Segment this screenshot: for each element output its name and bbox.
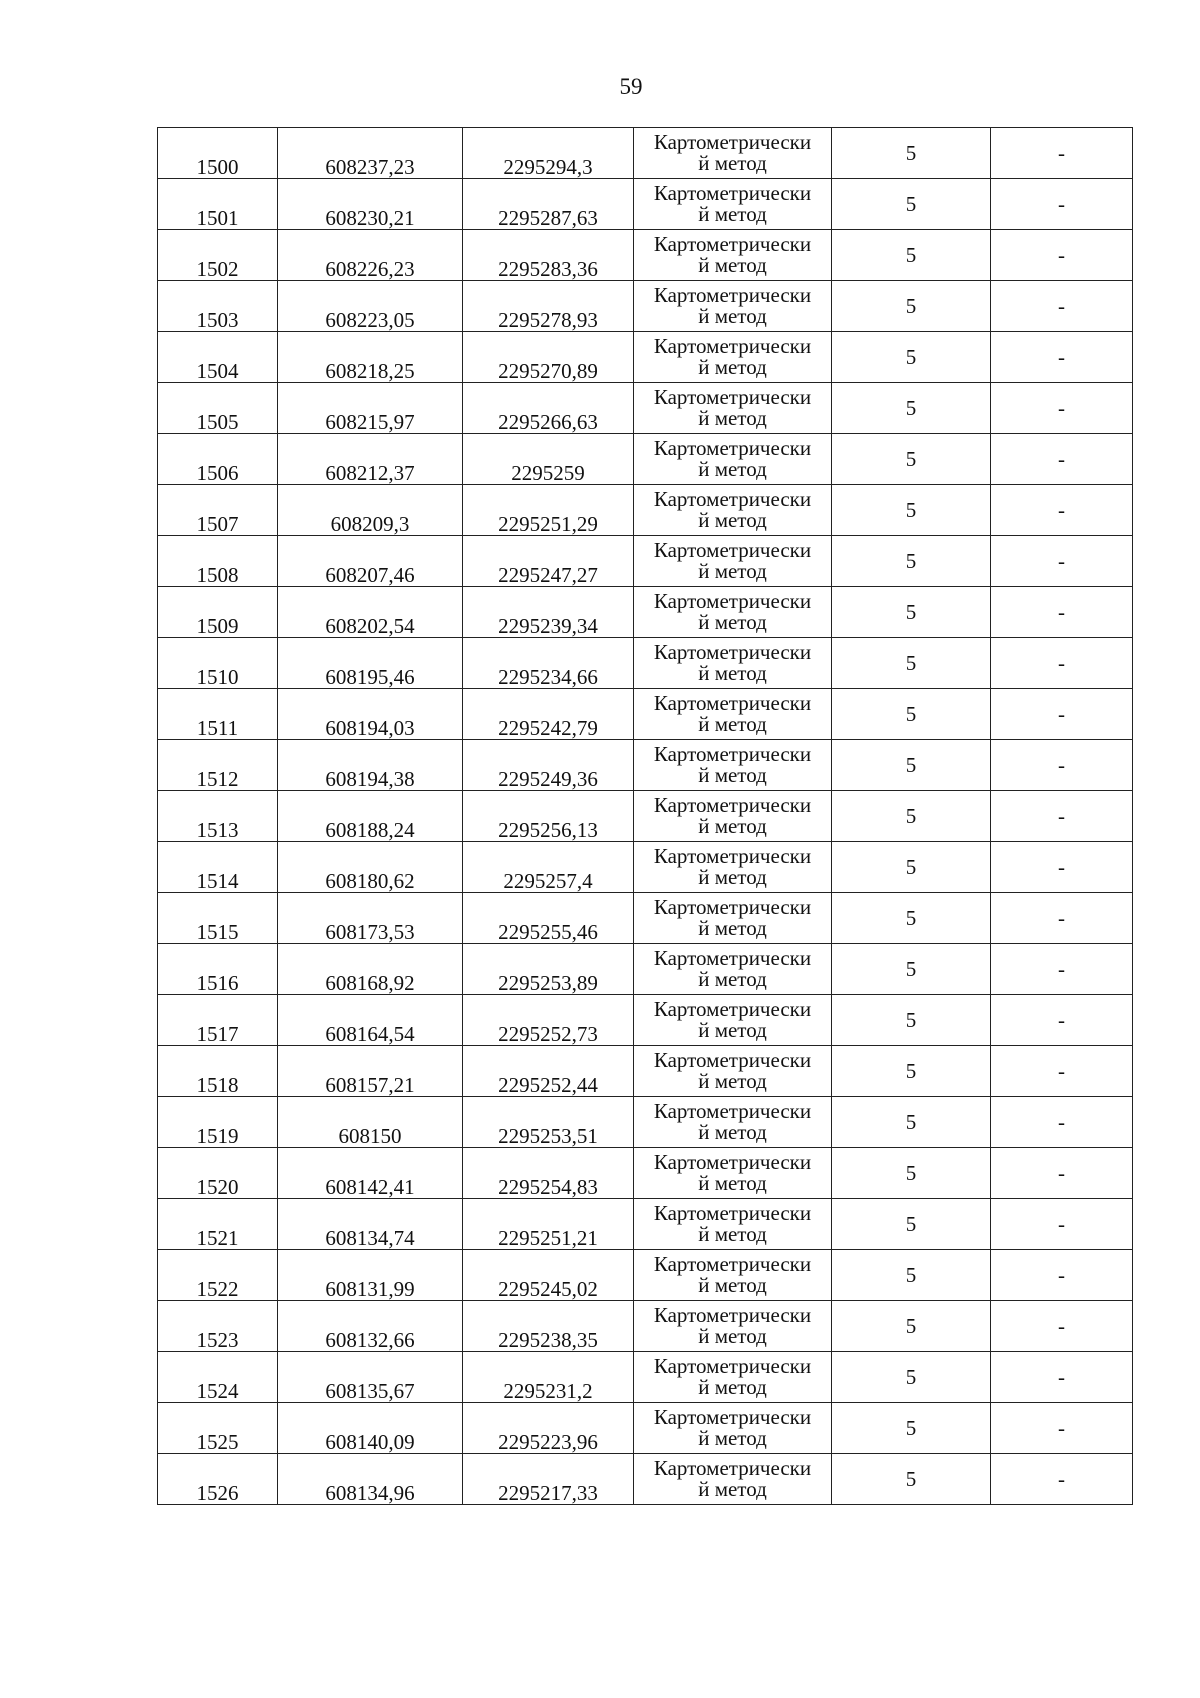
- method-text-line: й метод: [698, 355, 767, 379]
- method-cell: [634, 179, 832, 230]
- method-text-line: й метод: [698, 304, 767, 328]
- method-cell: [634, 332, 832, 383]
- note-cell: -: [991, 332, 1133, 383]
- y-coordinate-cell: 2295231,2: [463, 1352, 634, 1403]
- method-text-line: Картометрически: [653, 844, 812, 868]
- note-cell: -: [991, 587, 1133, 638]
- method-text-line: Картометрически: [653, 1099, 812, 1123]
- accuracy-cell: 5: [832, 1148, 991, 1199]
- page-number: 59: [619, 74, 643, 99]
- table-row: [158, 1046, 1133, 1097]
- accuracy-cell: 5: [832, 536, 991, 587]
- accuracy-cell: 5: [832, 434, 991, 485]
- accuracy-cell: 5: [832, 281, 991, 332]
- accuracy-cell: 5: [832, 383, 991, 434]
- x-coordinate-cell: 608180,62: [278, 842, 463, 893]
- method-cell: [634, 1148, 832, 1199]
- point-number-cell: 1522: [158, 1250, 278, 1301]
- table-row: [158, 1301, 1133, 1352]
- x-coordinate-cell: 608157,21: [278, 1046, 463, 1097]
- point-number-cell: 1526: [158, 1454, 278, 1505]
- point-number-cell: 1517: [158, 995, 278, 1046]
- accuracy-cell: 5: [832, 230, 991, 281]
- method-text-line: й метод: [698, 406, 767, 430]
- note-cell: -: [991, 944, 1133, 995]
- table-row: [158, 1403, 1133, 1454]
- accuracy-cell: 5: [832, 179, 991, 230]
- table-row: [158, 485, 1133, 536]
- note-cell: -: [991, 1199, 1133, 1250]
- point-number-cell: 1516: [158, 944, 278, 995]
- note-cell: -: [991, 485, 1133, 536]
- x-coordinate-cell: 608212,37: [278, 434, 463, 485]
- method-cell: [634, 230, 832, 281]
- method-text-line: Картометрически: [653, 946, 812, 970]
- note-cell: -: [991, 230, 1133, 281]
- method-text-line: й метод: [698, 1477, 767, 1501]
- method-cell: [634, 1046, 832, 1097]
- y-coordinate-cell: 2295223,96: [463, 1403, 634, 1454]
- note-cell: -: [991, 281, 1133, 332]
- method-text-line: Картометрически: [653, 1048, 812, 1072]
- method-text-line: Картометрически: [653, 1150, 812, 1174]
- table-row: [158, 587, 1133, 638]
- method-text-line: Картометрически: [653, 640, 812, 664]
- accuracy-cell: 5: [832, 1046, 991, 1097]
- method-text-line: Картометрически: [653, 1252, 812, 1276]
- method-text-line: й метод: [698, 1069, 767, 1093]
- point-number-cell: 1510: [158, 638, 278, 689]
- note-cell: -: [991, 383, 1133, 434]
- point-number-cell: 1523: [158, 1301, 278, 1352]
- method-text-line: й метод: [698, 814, 767, 838]
- method-cell: [634, 791, 832, 842]
- x-coordinate-cell: 608195,46: [278, 638, 463, 689]
- y-coordinate-cell: 2295234,66: [463, 638, 634, 689]
- accuracy-cell: 5: [832, 332, 991, 383]
- method-cell: [634, 1199, 832, 1250]
- method-text-line: й метод: [698, 865, 767, 889]
- method-text-line: й метод: [698, 202, 767, 226]
- point-number-cell: 1507: [158, 485, 278, 536]
- table-row: [158, 332, 1133, 383]
- point-number-cell: 1505: [158, 383, 278, 434]
- x-coordinate-cell: 608215,97: [278, 383, 463, 434]
- method-cell: [634, 1097, 832, 1148]
- method-cell: [634, 485, 832, 536]
- table-row: [158, 893, 1133, 944]
- method-cell: [634, 740, 832, 791]
- note-cell: -: [991, 1403, 1133, 1454]
- method-text-line: й метод: [698, 1375, 767, 1399]
- method-text-line: Картометрически: [653, 130, 812, 154]
- x-coordinate-cell: 608168,92: [278, 944, 463, 995]
- note-cell: -: [991, 536, 1133, 587]
- point-number-cell: 1504: [158, 332, 278, 383]
- table-row: [158, 281, 1133, 332]
- method-text-line: Картометрически: [653, 1201, 812, 1225]
- note-cell: -: [991, 434, 1133, 485]
- x-coordinate-cell: 608135,67: [278, 1352, 463, 1403]
- accuracy-cell: 5: [832, 1454, 991, 1505]
- x-coordinate-cell: 608223,05: [278, 281, 463, 332]
- table-row: [158, 995, 1133, 1046]
- note-cell: -: [991, 995, 1133, 1046]
- method-text-line: й метод: [698, 559, 767, 583]
- table-row: [158, 383, 1133, 434]
- accuracy-cell: 5: [832, 638, 991, 689]
- accuracy-cell: 5: [832, 1403, 991, 1454]
- table-row: [158, 1454, 1133, 1505]
- table-row: [158, 128, 1133, 179]
- y-coordinate-cell: 2295253,89: [463, 944, 634, 995]
- coordinates-table: [157, 127, 1133, 1505]
- x-coordinate-cell: 608164,54: [278, 995, 463, 1046]
- x-coordinate-cell: 608150: [278, 1097, 463, 1148]
- method-cell: [634, 1250, 832, 1301]
- y-coordinate-cell: 2295283,36: [463, 230, 634, 281]
- method-text-line: Картометрически: [653, 742, 812, 766]
- table-row: [158, 944, 1133, 995]
- coordinates-table-body: [158, 128, 1133, 1505]
- method-text-line: й метод: [698, 1018, 767, 1042]
- method-cell: [634, 842, 832, 893]
- method-cell: [634, 128, 832, 179]
- method-cell: [634, 536, 832, 587]
- x-coordinate-cell: 608209,3: [278, 485, 463, 536]
- y-coordinate-cell: 2295249,36: [463, 740, 634, 791]
- method-cell: [634, 944, 832, 995]
- method-text-line: Картометрически: [653, 589, 812, 613]
- y-coordinate-cell: 2295256,13: [463, 791, 634, 842]
- point-number-cell: 1521: [158, 1199, 278, 1250]
- table-row: [158, 434, 1133, 485]
- method-text-line: й метод: [698, 508, 767, 532]
- method-text-line: Картометрически: [653, 1405, 812, 1429]
- table-row: [158, 230, 1133, 281]
- method-cell: [634, 383, 832, 434]
- x-coordinate-cell: 608132,66: [278, 1301, 463, 1352]
- x-coordinate-cell: 608226,23: [278, 230, 463, 281]
- point-number-cell: 1506: [158, 434, 278, 485]
- point-number-cell: 1518: [158, 1046, 278, 1097]
- x-coordinate-cell: 608237,23: [278, 128, 463, 179]
- accuracy-cell: 5: [832, 1301, 991, 1352]
- method-text-line: й метод: [698, 1273, 767, 1297]
- table-row: [158, 1097, 1133, 1148]
- method-cell: [634, 1454, 832, 1505]
- x-coordinate-cell: 608194,38: [278, 740, 463, 791]
- accuracy-cell: 5: [832, 1352, 991, 1403]
- point-number-cell: 1503: [158, 281, 278, 332]
- method-text-line: Картометрически: [653, 487, 812, 511]
- y-coordinate-cell: 2295253,51: [463, 1097, 634, 1148]
- method-text-line: й метод: [698, 1426, 767, 1450]
- method-cell: [634, 1352, 832, 1403]
- accuracy-cell: 5: [832, 842, 991, 893]
- method-text-line: й метод: [698, 661, 767, 685]
- note-cell: -: [991, 1454, 1133, 1505]
- note-cell: -: [991, 638, 1133, 689]
- point-number-cell: 1519: [158, 1097, 278, 1148]
- accuracy-cell: 5: [832, 1199, 991, 1250]
- point-number-cell: 1524: [158, 1352, 278, 1403]
- note-cell: -: [991, 1097, 1133, 1148]
- method-text-line: Картометрически: [653, 793, 812, 817]
- method-text-line: й метод: [698, 712, 767, 736]
- y-coordinate-cell: 2295266,63: [463, 383, 634, 434]
- x-coordinate-cell: 608194,03: [278, 689, 463, 740]
- x-coordinate-cell: 608131,99: [278, 1250, 463, 1301]
- method-cell: [634, 587, 832, 638]
- note-cell: -: [991, 128, 1133, 179]
- note-cell: -: [991, 791, 1133, 842]
- method-cell: [634, 1301, 832, 1352]
- table-row: [158, 791, 1133, 842]
- method-text-line: й метод: [698, 151, 767, 175]
- point-number-cell: 1500: [158, 128, 278, 179]
- x-coordinate-cell: 608134,96: [278, 1454, 463, 1505]
- point-number-cell: 1512: [158, 740, 278, 791]
- method-text-line: й метод: [698, 1222, 767, 1246]
- note-cell: -: [991, 1250, 1133, 1301]
- point-number-cell: 1511: [158, 689, 278, 740]
- method-text-line: й метод: [698, 763, 767, 787]
- accuracy-cell: 5: [832, 128, 991, 179]
- method-text-line: Картометрически: [653, 436, 812, 460]
- note-cell: -: [991, 1352, 1133, 1403]
- x-coordinate-cell: 608218,25: [278, 332, 463, 383]
- point-number-cell: 1525: [158, 1403, 278, 1454]
- method-cell: [634, 638, 832, 689]
- accuracy-cell: 5: [832, 1250, 991, 1301]
- point-number-cell: 1508: [158, 536, 278, 587]
- y-coordinate-cell: 2295217,33: [463, 1454, 634, 1505]
- y-coordinate-cell: 2295278,93: [463, 281, 634, 332]
- table-row: [158, 689, 1133, 740]
- x-coordinate-cell: 608207,46: [278, 536, 463, 587]
- x-coordinate-cell: 608173,53: [278, 893, 463, 944]
- note-cell: -: [991, 689, 1133, 740]
- y-coordinate-cell: 2295257,4: [463, 842, 634, 893]
- y-coordinate-cell: 2295254,83: [463, 1148, 634, 1199]
- method-cell: [634, 893, 832, 944]
- point-number-cell: 1502: [158, 230, 278, 281]
- accuracy-cell: 5: [832, 485, 991, 536]
- method-cell: [634, 281, 832, 332]
- x-coordinate-cell: 608188,24: [278, 791, 463, 842]
- y-coordinate-cell: 2295255,46: [463, 893, 634, 944]
- accuracy-cell: 5: [832, 893, 991, 944]
- method-cell: [634, 995, 832, 1046]
- accuracy-cell: 5: [832, 740, 991, 791]
- method-text-line: Картометрически: [653, 691, 812, 715]
- y-coordinate-cell: 2295270,89: [463, 332, 634, 383]
- method-text-line: Картометрически: [653, 1354, 812, 1378]
- y-coordinate-cell: 2295259: [463, 434, 634, 485]
- table-row: [158, 179, 1133, 230]
- point-number-cell: 1515: [158, 893, 278, 944]
- method-text-line: Картометрически: [653, 997, 812, 1021]
- y-coordinate-cell: 2295251,21: [463, 1199, 634, 1250]
- note-cell: -: [991, 893, 1133, 944]
- note-cell: -: [991, 179, 1133, 230]
- method-text-line: Картометрически: [653, 232, 812, 256]
- method-text-line: й метод: [698, 1324, 767, 1348]
- table-row: [158, 1199, 1133, 1250]
- x-coordinate-cell: 608202,54: [278, 587, 463, 638]
- accuracy-cell: 5: [832, 791, 991, 842]
- y-coordinate-cell: 2295252,73: [463, 995, 634, 1046]
- table-row: [158, 842, 1133, 893]
- method-text-line: Картометрически: [653, 181, 812, 205]
- point-number-cell: 1520: [158, 1148, 278, 1199]
- y-coordinate-cell: 2295287,63: [463, 179, 634, 230]
- y-coordinate-cell: 2295294,3: [463, 128, 634, 179]
- x-coordinate-cell: 608142,41: [278, 1148, 463, 1199]
- accuracy-cell: 5: [832, 587, 991, 638]
- table-row: [158, 536, 1133, 587]
- x-coordinate-cell: 608140,09: [278, 1403, 463, 1454]
- method-text-line: й метод: [698, 457, 767, 481]
- method-cell: [634, 1403, 832, 1454]
- method-text-line: Картометрически: [653, 1456, 812, 1480]
- table-row: [158, 740, 1133, 791]
- y-coordinate-cell: 2295245,02: [463, 1250, 634, 1301]
- note-cell: -: [991, 1148, 1133, 1199]
- note-cell: -: [991, 1046, 1133, 1097]
- point-number-cell: 1513: [158, 791, 278, 842]
- accuracy-cell: 5: [832, 1097, 991, 1148]
- method-text-line: Картометрически: [653, 538, 812, 562]
- method-text-line: Картометрически: [653, 895, 812, 919]
- method-cell: [634, 689, 832, 740]
- method-text-line: Картометрически: [653, 283, 812, 307]
- method-cell: [634, 434, 832, 485]
- x-coordinate-cell: 608134,74: [278, 1199, 463, 1250]
- accuracy-cell: 5: [832, 689, 991, 740]
- y-coordinate-cell: 2295252,44: [463, 1046, 634, 1097]
- method-text-line: й метод: [698, 1120, 767, 1144]
- note-cell: -: [991, 1301, 1133, 1352]
- table-row: [158, 638, 1133, 689]
- method-text-line: й метод: [698, 253, 767, 277]
- note-cell: -: [991, 842, 1133, 893]
- point-number-cell: 1501: [158, 179, 278, 230]
- table-row: [158, 1148, 1133, 1199]
- y-coordinate-cell: 2295239,34: [463, 587, 634, 638]
- accuracy-cell: 5: [832, 995, 991, 1046]
- y-coordinate-cell: 2295251,29: [463, 485, 634, 536]
- method-text-line: Картометрически: [653, 385, 812, 409]
- table-row: [158, 1250, 1133, 1301]
- y-coordinate-cell: 2295238,35: [463, 1301, 634, 1352]
- y-coordinate-cell: 2295242,79: [463, 689, 634, 740]
- method-text-line: й метод: [698, 916, 767, 940]
- note-cell: -: [991, 740, 1133, 791]
- method-text-line: й метод: [698, 967, 767, 991]
- point-number-cell: 1514: [158, 842, 278, 893]
- method-text-line: й метод: [698, 1171, 767, 1195]
- table-row: [158, 1352, 1133, 1403]
- method-text-line: й метод: [698, 610, 767, 634]
- method-text-line: Картометрически: [653, 1303, 812, 1327]
- point-number-cell: 1509: [158, 587, 278, 638]
- x-coordinate-cell: 608230,21: [278, 179, 463, 230]
- y-coordinate-cell: 2295247,27: [463, 536, 634, 587]
- accuracy-cell: 5: [832, 944, 991, 995]
- method-text-line: Картометрически: [653, 334, 812, 358]
